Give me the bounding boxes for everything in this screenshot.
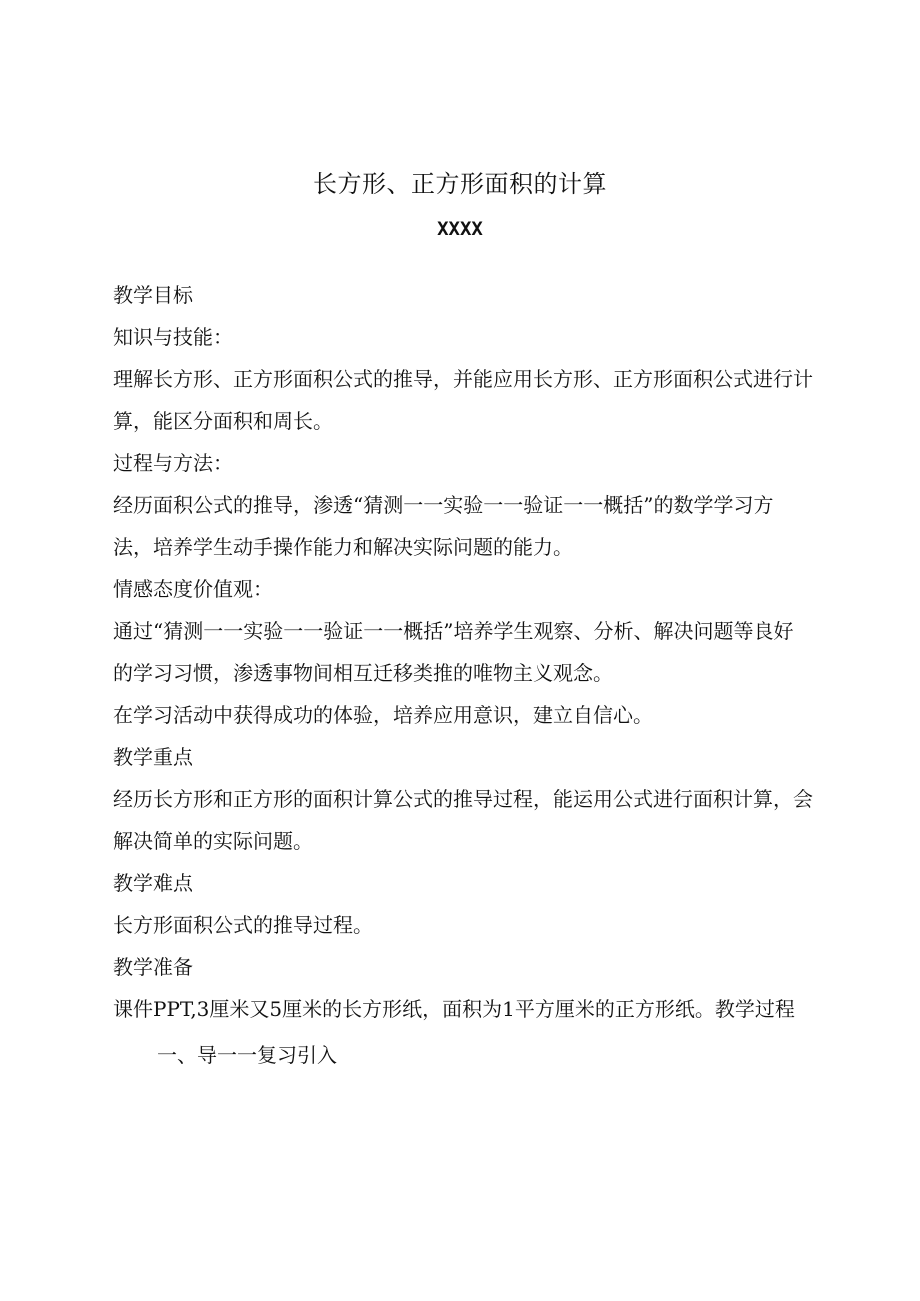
subheading-process-methods: 过程与方法： [113, 451, 233, 475]
document-title: 长方形、正方形面积的计算 [313, 170, 607, 198]
subheading-attitude-values: 情感态度价值观： [113, 577, 273, 601]
paragraph-attitude-values: 通过“猜测一一实验一一验证一一概括”培养学生观察、分析、解决问题等良好的学习习惯，渗透事物间相互迁移类推的唯物主义观念。 [113, 619, 794, 685]
paragraph-knowledge-skills: 理解长方形、正方形面积公式的推导，并能应用长方形、正方形面积公式进行计算，能区分面积和周长。 [113, 367, 813, 433]
heading-teaching-objectives: 教学目标 [113, 283, 193, 307]
document-body [113, 274, 813, 1076]
paragraph-success-experience: 在学习活动中获得成功的体验，培养应用意识，建立自信心。 [113, 703, 653, 727]
paragraph-key-points: 经历长方形和正方形的面积计算公式的推导过程，能运用公式进行面积计算，会解决简单的实际问题。 [113, 787, 813, 853]
heading-preparation: 教学准备 [113, 955, 193, 979]
paragraph-process-methods: 经历面积公式的推导，渗透“猜测一一实验一一验证一一概括”的数学学习方法，培养学生动手操作能力和解决实际问题的能力。 [113, 493, 774, 559]
document-author: XXXX [437, 218, 483, 240]
heading-difficulties: 教学难点 [113, 871, 193, 895]
paragraph-difficulties: 长方形面积公式的推导过程。 [113, 913, 373, 937]
subheading-knowledge-skills: 知识与技能： [113, 325, 233, 349]
paragraph-preparation: 课件PPT,3厘米又5厘米的长方形纸，面积为1平方厘米的正方形纸。教学过程 [113, 997, 795, 1021]
heading-key-points: 教学重点 [113, 745, 193, 769]
section-heading-review: 一、导一一复习引入 [157, 1043, 337, 1067]
